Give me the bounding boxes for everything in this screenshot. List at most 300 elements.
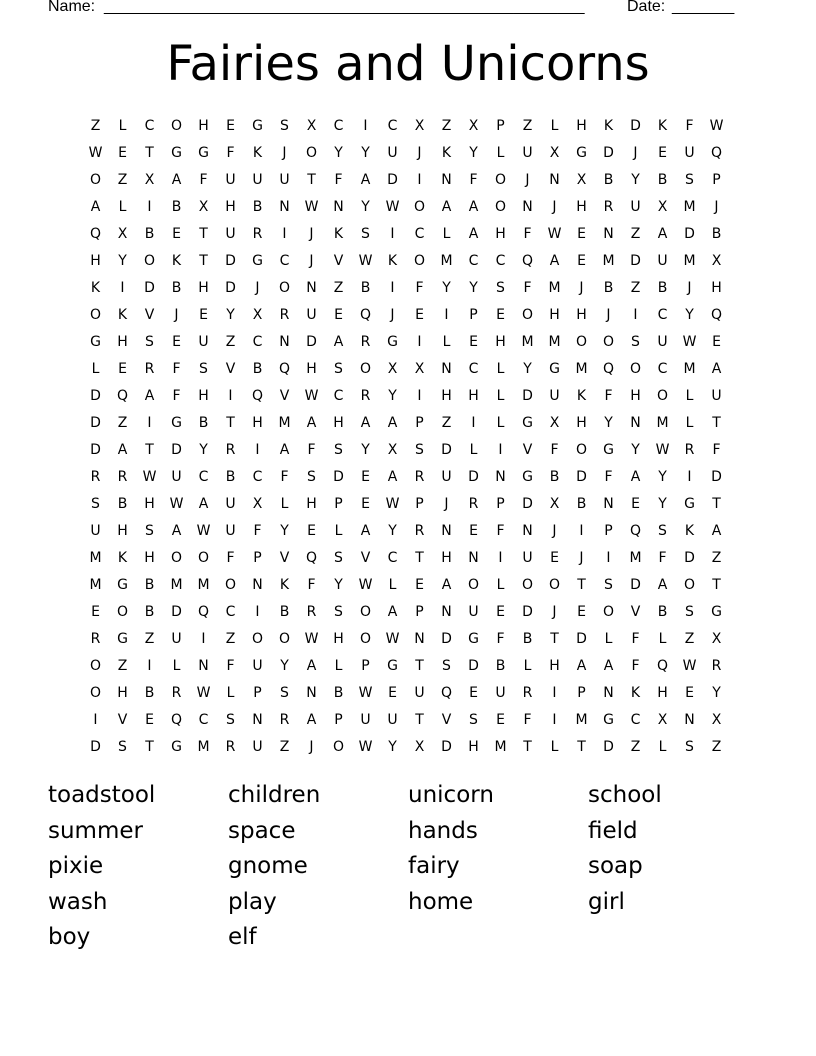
grid-letter[interactable]: Z <box>630 279 641 296</box>
grid-letter[interactable]: N <box>522 198 533 215</box>
grid-letter[interactable]: H <box>90 252 101 269</box>
grid-letter[interactable]: J <box>255 279 260 296</box>
grid-letter[interactable]: L <box>118 117 127 134</box>
grid-letter[interactable]: Q <box>116 387 129 404</box>
grid-letter[interactable]: X <box>657 711 668 728</box>
grid-letter[interactable]: B <box>144 603 155 620</box>
grid-letter[interactable]: S <box>685 738 694 755</box>
grid-letter[interactable]: D <box>90 387 101 404</box>
grid-letter[interactable]: Q <box>305 549 318 566</box>
grid-letter[interactable]: H <box>549 657 560 674</box>
grid-letter[interactable]: N <box>252 576 263 593</box>
grid-letter[interactable]: I <box>417 387 422 404</box>
grid-letter[interactable]: P <box>496 495 505 512</box>
grid-letter[interactable]: G <box>468 630 479 647</box>
grid-letter[interactable]: G <box>387 657 398 674</box>
grid-letter[interactable]: A <box>603 657 614 674</box>
grid-letter[interactable]: E <box>658 144 667 161</box>
grid-letter[interactable]: Z <box>684 630 695 647</box>
grid-letter[interactable]: W <box>196 684 211 701</box>
grid-letter[interactable]: C <box>198 711 209 728</box>
grid-letter[interactable]: F <box>226 144 235 161</box>
grid-letter[interactable]: H <box>495 333 506 350</box>
grid-letter[interactable]: Y <box>118 252 127 269</box>
grid-letter[interactable]: N <box>603 495 614 512</box>
grid-letter[interactable]: R <box>90 630 101 647</box>
grid-letter[interactable]: X <box>117 225 128 242</box>
grid-letter[interactable]: H <box>144 549 155 566</box>
grid-letter[interactable]: J <box>282 144 287 161</box>
grid-letter[interactable]: O <box>305 144 318 161</box>
grid-letter[interactable]: I <box>255 441 260 458</box>
grid-letter[interactable]: W <box>304 198 319 215</box>
grid-letter[interactable]: P <box>415 603 424 620</box>
grid-letter[interactable]: D <box>387 171 398 188</box>
grid-letter[interactable]: O <box>89 657 102 674</box>
grid-letter[interactable]: O <box>116 603 129 620</box>
grid-letter[interactable]: U <box>522 144 533 161</box>
grid-letter[interactable]: J <box>579 279 584 296</box>
grid-letter[interactable]: U <box>171 468 182 485</box>
grid-letter[interactable]: K <box>630 684 641 701</box>
grid-letter[interactable]: J <box>633 144 638 161</box>
grid-letter[interactable]: I <box>363 117 368 134</box>
grid-letter[interactable]: N <box>279 333 290 350</box>
grid-letter[interactable]: V <box>225 360 236 377</box>
grid-letter[interactable]: F <box>496 522 505 539</box>
grid-letter[interactable]: C <box>387 117 398 134</box>
grid-letter[interactable]: Y <box>388 522 397 539</box>
grid-letter[interactable]: E <box>631 495 640 512</box>
grid-letter[interactable]: P <box>469 306 478 323</box>
grid-letter[interactable]: W <box>142 468 157 485</box>
grid-letter[interactable]: B <box>279 603 290 620</box>
grid-letter[interactable]: A <box>441 576 452 593</box>
grid-letter[interactable]: Q <box>602 360 615 377</box>
grid-letter[interactable]: U <box>225 225 236 242</box>
grid-letter[interactable]: I <box>417 333 422 350</box>
grid-letter[interactable]: D <box>171 603 182 620</box>
grid-letter[interactable]: Z <box>225 333 236 350</box>
grid-letter[interactable]: M <box>521 333 534 350</box>
grid-letter[interactable]: P <box>253 549 262 566</box>
grid-letter[interactable]: O <box>359 360 372 377</box>
grid-letter[interactable]: Y <box>388 387 397 404</box>
grid-letter[interactable]: Q <box>251 387 264 404</box>
grid-letter[interactable]: L <box>118 198 127 215</box>
grid-letter[interactable]: X <box>576 171 587 188</box>
grid-letter[interactable]: D <box>441 738 452 755</box>
grid-letter[interactable]: U <box>711 387 722 404</box>
grid-letter[interactable]: H <box>117 522 128 539</box>
grid-letter[interactable]: D <box>306 333 317 350</box>
grid-letter[interactable]: U <box>387 711 398 728</box>
grid-letter[interactable]: B <box>171 279 182 296</box>
grid-letter[interactable]: J <box>606 306 611 323</box>
grid-letter[interactable]: X <box>711 711 722 728</box>
grid-letter[interactable]: A <box>576 657 587 674</box>
grid-letter[interactable]: S <box>145 333 154 350</box>
grid-letter[interactable]: S <box>280 117 289 134</box>
grid-letter[interactable]: V <box>117 711 128 728</box>
grid-letter[interactable]: O <box>602 333 615 350</box>
grid-letter[interactable]: F <box>523 279 532 296</box>
grid-letter[interactable]: C <box>333 117 344 134</box>
grid-letter[interactable]: R <box>306 603 317 620</box>
grid-letter[interactable]: S <box>685 171 694 188</box>
grid-letter[interactable]: M <box>89 549 102 566</box>
grid-letter[interactable]: T <box>415 711 424 728</box>
grid-letter[interactable]: A <box>387 468 398 485</box>
grid-letter[interactable]: R <box>171 684 182 701</box>
grid-letter[interactable]: O <box>683 576 696 593</box>
grid-letter[interactable]: P <box>361 657 370 674</box>
grid-letter[interactable]: R <box>225 441 236 458</box>
grid-letter[interactable]: F <box>334 171 343 188</box>
grid-letter[interactable]: H <box>198 279 209 296</box>
grid-letter[interactable]: M <box>575 711 588 728</box>
grid-letter[interactable]: N <box>333 198 344 215</box>
grid-letter[interactable]: N <box>252 711 263 728</box>
grid-letter[interactable]: L <box>685 414 694 431</box>
grid-letter[interactable]: V <box>333 252 344 269</box>
grid-letter[interactable]: D <box>522 495 533 512</box>
grid-letter[interactable]: X <box>549 144 560 161</box>
grid-letter[interactable]: B <box>333 684 344 701</box>
grid-letter[interactable]: B <box>117 495 128 512</box>
grid-letter[interactable]: I <box>147 198 152 215</box>
grid-letter[interactable]: M <box>197 738 210 755</box>
grid-letter[interactable]: H <box>333 414 344 431</box>
grid-letter[interactable]: X <box>252 306 263 323</box>
grid-letter[interactable]: F <box>172 387 181 404</box>
grid-letter[interactable]: Y <box>658 495 667 512</box>
grid-letter[interactable]: Z <box>630 225 641 242</box>
grid-letter[interactable]: I <box>498 441 503 458</box>
grid-letter[interactable]: U <box>252 657 263 674</box>
grid-letter[interactable]: K <box>171 252 182 269</box>
grid-letter[interactable]: S <box>469 711 478 728</box>
grid-letter[interactable]: X <box>252 495 263 512</box>
grid-letter[interactable]: D <box>576 468 587 485</box>
grid-letter[interactable]: I <box>201 630 206 647</box>
grid-letter[interactable]: J <box>714 198 719 215</box>
grid-letter[interactable]: Z <box>90 117 101 134</box>
grid-letter[interactable]: X <box>549 414 560 431</box>
grid-letter[interactable]: M <box>602 252 615 269</box>
grid-letter[interactable]: Q <box>170 711 183 728</box>
grid-letter[interactable]: U <box>630 198 641 215</box>
grid-letter[interactable]: K <box>333 225 344 242</box>
grid-letter[interactable]: B <box>171 198 182 215</box>
grid-letter[interactable]: L <box>550 738 559 755</box>
grid-letter[interactable]: E <box>469 333 478 350</box>
grid-letter[interactable]: U <box>90 522 101 539</box>
grid-letter[interactable]: Y <box>199 441 208 458</box>
grid-letter[interactable]: X <box>198 198 209 215</box>
grid-letter[interactable]: X <box>144 171 155 188</box>
grid-letter[interactable]: V <box>144 306 155 323</box>
grid-letter[interactable]: C <box>387 549 398 566</box>
grid-letter[interactable]: Q <box>89 225 102 242</box>
grid-letter[interactable]: L <box>550 117 559 134</box>
grid-letter[interactable]: I <box>552 684 557 701</box>
grid-letter[interactable]: O <box>359 603 372 620</box>
grid-letter[interactable]: M <box>683 360 696 377</box>
grid-letter[interactable]: T <box>415 549 424 566</box>
grid-letter[interactable]: X <box>549 495 560 512</box>
grid-letter[interactable]: G <box>711 603 722 620</box>
grid-letter[interactable]: U <box>522 549 533 566</box>
grid-letter[interactable]: O <box>494 198 507 215</box>
grid-letter[interactable]: E <box>307 522 316 539</box>
grid-letter[interactable]: N <box>441 360 452 377</box>
grid-letter[interactable]: A <box>306 414 317 431</box>
grid-letter[interactable]: M <box>548 279 561 296</box>
grid-letter[interactable]: L <box>226 684 235 701</box>
grid-letter[interactable]: B <box>144 225 155 242</box>
grid-letter[interactable]: R <box>603 198 614 215</box>
grid-letter[interactable]: A <box>711 360 722 377</box>
grid-letter[interactable]: E <box>469 522 478 539</box>
grid-letter[interactable]: D <box>90 414 101 431</box>
grid-letter[interactable]: F <box>226 549 235 566</box>
grid-letter[interactable]: J <box>579 549 584 566</box>
grid-letter[interactable]: D <box>468 468 479 485</box>
grid-letter[interactable]: H <box>468 738 479 755</box>
grid-letter[interactable]: J <box>687 279 692 296</box>
grid-letter[interactable]: F <box>712 441 721 458</box>
grid-letter[interactable]: P <box>415 414 424 431</box>
grid-letter[interactable]: U <box>279 171 290 188</box>
grid-letter[interactable]: E <box>415 306 424 323</box>
grid-letter[interactable]: L <box>496 414 505 431</box>
grid-letter[interactable]: U <box>549 387 560 404</box>
grid-letter[interactable]: L <box>496 387 505 404</box>
grid-letter[interactable]: Z <box>144 630 155 647</box>
grid-letter[interactable]: X <box>414 117 425 134</box>
grid-letter[interactable]: O <box>278 630 291 647</box>
grid-letter[interactable]: E <box>577 225 586 242</box>
grid-letter[interactable]: S <box>334 603 343 620</box>
grid-letter[interactable]: T <box>226 414 235 431</box>
grid-letter[interactable]: S <box>442 657 451 674</box>
grid-letter[interactable]: L <box>658 738 667 755</box>
grid-letter[interactable]: Z <box>711 738 722 755</box>
grid-letter[interactable]: L <box>280 495 289 512</box>
grid-letter[interactable]: D <box>684 549 695 566</box>
grid-letter[interactable]: X <box>414 360 425 377</box>
grid-letter[interactable]: O <box>359 630 372 647</box>
grid-letter[interactable]: G <box>522 414 533 431</box>
grid-letter[interactable]: F <box>523 711 532 728</box>
grid-letter[interactable]: I <box>579 522 584 539</box>
grid-letter[interactable]: S <box>334 360 343 377</box>
grid-letter[interactable]: B <box>576 495 587 512</box>
grid-letter[interactable]: J <box>309 252 314 269</box>
grid-letter[interactable]: G <box>684 495 695 512</box>
grid-letter[interactable]: T <box>145 441 154 458</box>
grid-letter[interactable]: L <box>658 630 667 647</box>
grid-letter[interactable]: R <box>522 684 533 701</box>
grid-letter[interactable]: R <box>225 738 236 755</box>
grid-letter[interactable]: E <box>361 495 370 512</box>
grid-letter[interactable]: Z <box>522 117 533 134</box>
grid-letter[interactable]: R <box>684 441 695 458</box>
grid-letter[interactable]: F <box>307 576 316 593</box>
grid-letter[interactable]: C <box>495 252 506 269</box>
grid-letter[interactable]: S <box>334 549 343 566</box>
grid-letter[interactable]: X <box>306 117 317 134</box>
grid-letter[interactable]: L <box>442 225 451 242</box>
grid-letter[interactable]: W <box>682 657 697 674</box>
grid-letter[interactable]: P <box>253 684 262 701</box>
grid-letter[interactable]: S <box>658 522 667 539</box>
grid-letter[interactable]: Z <box>441 117 452 134</box>
grid-letter[interactable]: Q <box>521 252 534 269</box>
grid-letter[interactable]: N <box>468 549 479 566</box>
grid-letter[interactable]: Q <box>440 684 453 701</box>
grid-letter[interactable]: D <box>630 576 641 593</box>
grid-letter[interactable]: G <box>90 333 101 350</box>
grid-letter[interactable]: W <box>547 225 562 242</box>
grid-letter[interactable]: R <box>360 387 371 404</box>
grid-letter[interactable]: B <box>198 414 209 431</box>
grid-letter[interactable]: L <box>469 441 478 458</box>
grid-letter[interactable]: Y <box>334 144 343 161</box>
grid-letter[interactable]: C <box>333 387 344 404</box>
grid-letter[interactable]: I <box>93 711 98 728</box>
grid-letter[interactable]: W <box>358 252 373 269</box>
grid-letter[interactable]: G <box>117 576 128 593</box>
grid-letter[interactable]: G <box>252 252 263 269</box>
grid-letter[interactable]: E <box>496 603 505 620</box>
grid-letter[interactable]: W <box>655 441 670 458</box>
grid-letter[interactable]: L <box>685 387 694 404</box>
grid-letter[interactable]: U <box>225 495 236 512</box>
grid-letter[interactable]: D <box>603 738 614 755</box>
grid-letter[interactable]: X <box>414 738 425 755</box>
grid-letter[interactable]: R <box>414 468 425 485</box>
grid-letter[interactable]: E <box>118 144 127 161</box>
grid-letter[interactable]: Z <box>225 630 236 647</box>
grid-letter[interactable]: H <box>441 549 452 566</box>
grid-letter[interactable]: C <box>657 360 668 377</box>
grid-letter[interactable]: Y <box>361 198 370 215</box>
grid-letter[interactable]: A <box>360 414 371 431</box>
grid-letter[interactable]: E <box>388 684 397 701</box>
grid-letter[interactable]: W <box>169 495 184 512</box>
grid-letter[interactable]: S <box>334 441 343 458</box>
grid-letter[interactable]: B <box>657 171 668 188</box>
grid-letter[interactable]: M <box>197 576 210 593</box>
grid-letter[interactable]: H <box>576 306 587 323</box>
grid-letter[interactable]: Q <box>629 522 642 539</box>
grid-letter[interactable]: I <box>390 225 395 242</box>
grid-letter[interactable]: V <box>522 441 533 458</box>
grid-letter[interactable]: H <box>468 387 479 404</box>
grid-letter[interactable]: T <box>712 576 721 593</box>
grid-letter[interactable]: A <box>117 441 128 458</box>
grid-letter[interactable]: G <box>198 144 209 161</box>
grid-letter[interactable]: Z <box>117 171 128 188</box>
grid-letter[interactable]: I <box>633 306 638 323</box>
name-field[interactable]: ______________________________________________________ <box>104 0 585 15</box>
grid-letter[interactable]: E <box>469 684 478 701</box>
grid-letter[interactable]: H <box>333 630 344 647</box>
grid-letter[interactable]: O <box>278 279 291 296</box>
grid-letter[interactable]: B <box>603 171 614 188</box>
grid-letter[interactable]: L <box>604 630 613 647</box>
grid-letter[interactable]: D <box>522 603 533 620</box>
date-field[interactable]: _______ <box>672 0 735 15</box>
grid-letter[interactable]: G <box>171 738 182 755</box>
grid-letter[interactable]: D <box>630 252 641 269</box>
grid-letter[interactable]: N <box>441 171 452 188</box>
grid-letter[interactable]: D <box>684 225 695 242</box>
grid-letter[interactable]: O <box>602 603 615 620</box>
grid-letter[interactable]: Y <box>469 279 478 296</box>
grid-letter[interactable]: W <box>88 144 103 161</box>
grid-letter[interactable]: H <box>198 387 209 404</box>
grid-letter[interactable]: B <box>603 279 614 296</box>
grid-letter[interactable]: E <box>577 252 586 269</box>
grid-letter[interactable]: K <box>387 252 398 269</box>
grid-letter[interactable]: B <box>549 468 560 485</box>
grid-letter[interactable]: F <box>280 468 289 485</box>
grid-letter[interactable]: B <box>495 657 506 674</box>
grid-letter[interactable]: F <box>253 522 262 539</box>
grid-letter[interactable]: I <box>417 171 422 188</box>
grid-letter[interactable]: N <box>684 711 695 728</box>
grid-letter[interactable]: M <box>494 738 507 755</box>
grid-letter[interactable]: B <box>252 360 263 377</box>
grid-letter[interactable]: G <box>171 414 182 431</box>
grid-letter[interactable]: A <box>198 495 209 512</box>
grid-letter[interactable]: H <box>225 198 236 215</box>
grid-letter[interactable]: S <box>118 738 127 755</box>
grid-letter[interactable]: Y <box>469 144 478 161</box>
grid-letter[interactable]: V <box>279 549 290 566</box>
grid-letter[interactable]: H <box>549 306 560 323</box>
grid-letter[interactable]: C <box>198 468 209 485</box>
grid-letter[interactable]: R <box>279 306 290 323</box>
grid-letter[interactable]: A <box>306 711 317 728</box>
grid-letter[interactable]: T <box>199 225 208 242</box>
grid-letter[interactable]: H <box>576 198 587 215</box>
grid-letter[interactable]: N <box>306 684 317 701</box>
grid-letter[interactable]: O <box>413 252 426 269</box>
grid-letter[interactable]: Y <box>361 441 370 458</box>
grid-letter[interactable]: F <box>604 387 613 404</box>
grid-letter[interactable]: H <box>144 495 155 512</box>
grid-letter[interactable]: G <box>576 144 587 161</box>
grid-letter[interactable]: J <box>525 171 530 188</box>
grid-letter[interactable]: C <box>279 252 290 269</box>
grid-letter[interactable]: A <box>468 225 479 242</box>
grid-letter[interactable]: Y <box>334 576 343 593</box>
grid-letter[interactable]: C <box>468 360 479 377</box>
grid-letter[interactable]: N <box>306 279 317 296</box>
grid-letter[interactable]: L <box>172 657 181 674</box>
grid-letter[interactable]: I <box>606 549 611 566</box>
grid-letter[interactable]: O <box>224 576 237 593</box>
grid-letter[interactable]: S <box>226 711 235 728</box>
grid-letter[interactable]: E <box>334 306 343 323</box>
grid-letter[interactable]: Q <box>359 306 372 323</box>
grid-letter[interactable]: W <box>709 117 724 134</box>
grid-letter[interactable]: F <box>685 117 694 134</box>
